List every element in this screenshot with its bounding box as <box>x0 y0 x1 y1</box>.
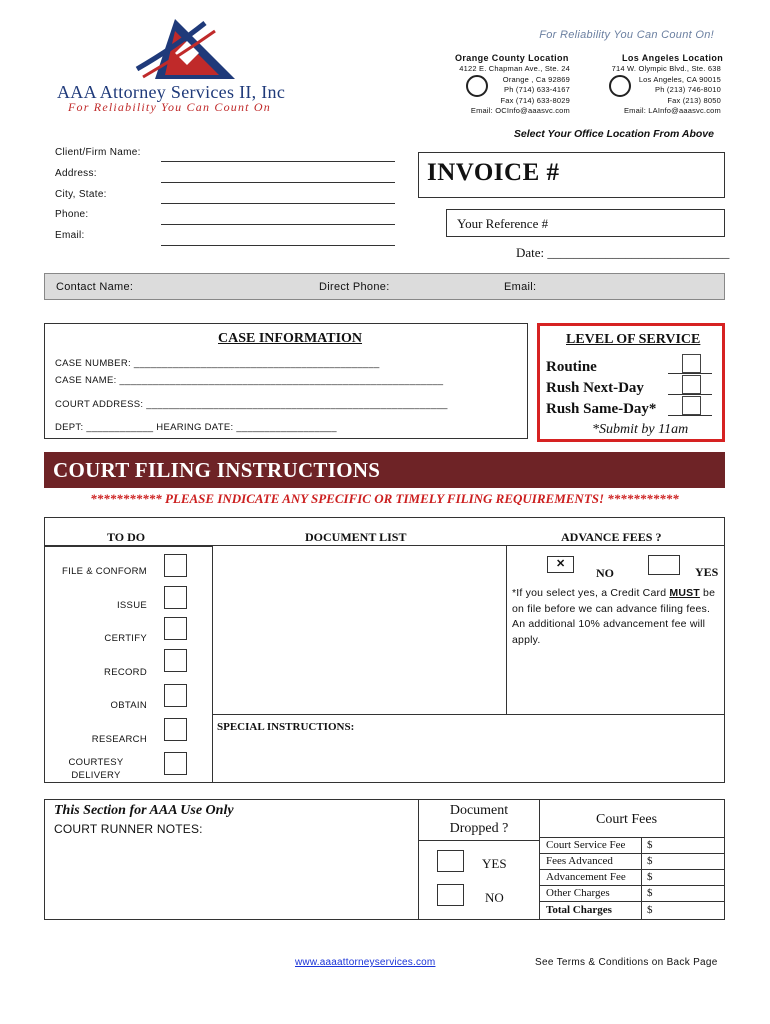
dropped-yes-checkbox[interactable] <box>437 850 464 872</box>
fee-label: Total Charges <box>546 904 612 916</box>
case-number-field[interactable]: CASE NUMBER: ____________________________________________ <box>55 358 380 369</box>
rush-same-day-label: Rush Same-Day* <box>546 401 657 417</box>
court-fees-title: Court Fees <box>596 812 658 827</box>
reference-box[interactable] <box>446 209 725 237</box>
yes-label: YES <box>695 565 719 579</box>
court-address-field[interactable]: COURT ADDRESS: ______________________________________________________ <box>55 399 448 410</box>
rush-same-day-underline <box>668 415 712 416</box>
direct-phone-label[interactable]: Direct Phone: <box>319 281 390 293</box>
file-conform-label: FILE & CONFORM <box>62 566 147 577</box>
obtain-label: OBTAIN <box>110 700 147 711</box>
fee-label: Fees Advanced <box>546 855 613 867</box>
document-dropped-label: Document Dropped ? <box>449 803 509 836</box>
courtesy-delivery-checkbox[interactable] <box>164 752 187 775</box>
level-of-service-title: LEVEL OF SERVICE <box>566 332 701 347</box>
website-link[interactable]: www.aaaattorneyservices.com <box>295 957 436 968</box>
todo-column-header: TO DO <box>107 530 146 544</box>
brand-name: AAA Attorney Services II, Inc <box>57 82 286 102</box>
routine-checkbox[interactable] <box>682 354 701 373</box>
fee-label: Advancement Fee <box>546 871 626 883</box>
terms-note: See Terms & Conditions on Back Page <box>535 957 718 968</box>
fee-row-other-charges <box>539 886 724 902</box>
orange-location-address: 4122 E. Chapman Ave., Ste. 24 Orange , Ca 92869 Ph (714) 633-4167 Fax (714) 633-8029 Email: OCInfo@aaasvc.com <box>459 64 570 115</box>
fee-value[interactable]: $ <box>647 887 653 899</box>
courtesy-delivery-label: COURTESY DELIVERY <box>68 757 124 781</box>
submit-by-note: *Submit by 11am <box>592 422 689 437</box>
contact-bar <box>44 273 725 300</box>
dept-hearing-field[interactable]: DEPT: ____________ HEARING DATE: __________________ <box>55 422 337 433</box>
email-label: Email: <box>55 230 85 241</box>
phone-field[interactable] <box>161 224 395 225</box>
routine-underline <box>668 373 712 374</box>
fee-label: Other Charges <box>546 887 610 899</box>
todo-header-divider <box>45 546 213 547</box>
orange-location-title: Orange County Location <box>455 53 569 63</box>
fee-row-advancement <box>539 870 724 886</box>
fee-value[interactable]: $ <box>647 871 653 883</box>
file-conform-checkbox[interactable] <box>164 554 187 577</box>
case-name-field[interactable]: CASE NAME: __________________________________________________________ <box>55 375 444 386</box>
rush-next-day-checkbox[interactable] <box>682 375 701 394</box>
doc-list-area[interactable] <box>213 547 505 713</box>
contact-name-label[interactable]: Contact Name: <box>56 281 134 293</box>
rush-next-day-underline <box>668 394 712 395</box>
no-label: NO <box>596 566 614 580</box>
contact-email-label[interactable]: Email: <box>504 281 537 293</box>
aaa-use-only-title: This Section for AAA Use Only <box>54 803 234 818</box>
filing-grid <box>44 517 725 783</box>
special-instructions-area[interactable] <box>213 715 724 782</box>
fee-row-total-charges <box>539 902 724 920</box>
client-firm-label: Client/Firm Name: <box>55 147 141 158</box>
fee-value[interactable]: $ <box>647 855 653 867</box>
la-location-address: 714 W. Olympic Blvd., Ste. 638 Los Angeles, CA 90015 Ph (213) 746-8010 Fax (213) 8050 Email: LAInfo@aaasvc.com <box>611 64 721 115</box>
rush-same-day-checkbox[interactable] <box>682 396 701 415</box>
reference-label: Your Reference # <box>457 216 549 231</box>
case-information-title: CASE INFORMATION <box>218 331 363 346</box>
dropped-no-label: NO <box>485 890 504 905</box>
email-field[interactable] <box>161 245 395 246</box>
address-label: Address: <box>55 168 97 179</box>
fee-value[interactable]: $ <box>647 839 653 851</box>
invoice-title: INVOICE # <box>427 159 560 186</box>
invoice-number-box[interactable] <box>418 152 725 198</box>
document-list-column-header: DOCUMENT LIST <box>305 530 407 544</box>
court-filing-title: COURT FILING INSTRUCTIONS <box>53 458 381 482</box>
city-state-field[interactable] <box>161 203 395 204</box>
la-location-title: Los Angeles Location <box>622 53 724 63</box>
advance-fees-note: *If you select yes, a Credit Card MUST be on file before we can advance filing fees. An additional 10% advancement fee will apply. <box>512 587 716 646</box>
advance-fees-column-header: ADVANCE FEES ? <box>561 530 662 544</box>
case-information-box <box>44 323 528 439</box>
city-state-label: City, State: <box>55 189 107 200</box>
special-instructions-label: SPECIAL INSTRUCTIONS: <box>217 721 355 733</box>
phone-label: Phone: <box>55 209 89 220</box>
certify-checkbox[interactable] <box>164 617 187 640</box>
fee-label: Court Service Fee <box>546 839 626 851</box>
no-checkbox[interactable] <box>547 556 574 573</box>
research-label: RESEARCH <box>91 734 147 745</box>
court-runner-notes-label: COURT RUNNER NOTES: <box>54 822 203 836</box>
certify-label: CERTIFY <box>104 633 147 644</box>
fee-row-fees-advanced <box>539 854 724 870</box>
dropped-header-underline <box>418 840 539 841</box>
dropped-no-checkbox[interactable] <box>437 884 464 906</box>
company-logo <box>135 17 245 85</box>
tagline: For Reliability You Can Count On! <box>539 29 714 41</box>
aaa-use-only-box <box>44 799 725 920</box>
obtain-checkbox[interactable] <box>164 684 187 707</box>
client-firm-field[interactable] <box>161 161 395 162</box>
yes-checkbox[interactable] <box>648 555 680 575</box>
docs-divider <box>506 546 507 715</box>
address-field[interactable] <box>161 182 395 183</box>
date-field[interactable]: Date: ____________________________ <box>516 245 730 260</box>
runner-notes-area[interactable] <box>45 840 418 919</box>
level-of-service-box <box>537 323 725 442</box>
filing-requirements-warning: *********** PLEASE INDICATE ANY SPECIFIC OR TIMELY FILING REQUIREMENTS! *********** <box>90 491 679 506</box>
dropped-yes-label: YES <box>482 856 507 871</box>
court-filing-header <box>44 452 725 488</box>
select-office-note: Select Your Office Location From Above <box>513 128 714 140</box>
fee-row-court-service <box>539 838 724 854</box>
issue-label: ISSUE <box>116 600 147 611</box>
check-x-icon: ✕ <box>556 558 566 570</box>
brand-tagline: For Reliability You Can Count On <box>68 100 271 114</box>
fee-value[interactable]: $ <box>647 904 653 916</box>
court-fees-table <box>539 837 724 919</box>
research-checkbox[interactable] <box>164 718 187 741</box>
rush-next-day-label: Rush Next-Day <box>546 380 644 396</box>
issue-checkbox[interactable] <box>164 586 187 609</box>
record-label: RECORD <box>104 667 147 678</box>
routine-label: Routine <box>546 359 597 375</box>
record-checkbox[interactable] <box>164 649 187 672</box>
